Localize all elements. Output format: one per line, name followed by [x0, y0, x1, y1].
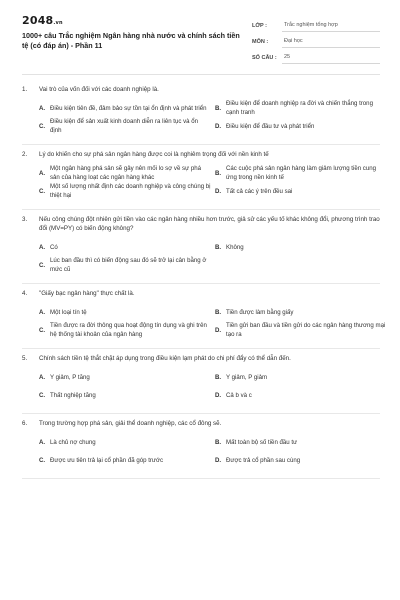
option-letter: D.: [215, 456, 222, 464]
question-item: [22, 349, 380, 414]
option-letter: C.: [39, 456, 46, 464]
answer-option[interactable]: [215, 165, 387, 183]
question-item: [22, 284, 386, 349]
meta-value: 25: [282, 54, 380, 64]
document-header: [22, 14, 380, 64]
question-prompt: "Giấy bạc ngân hàng" thực chất là.: [39, 290, 135, 297]
option-text: Lúc ban đầu thì có biến động sau đó sẽ trở lại cân bằng ở mức cũ: [50, 257, 207, 273]
option-text: Tiền được làm bằng giấy: [226, 308, 294, 316]
document-meta: [252, 16, 380, 64]
answer-option[interactable]: [39, 239, 211, 257]
answer-option[interactable]: [39, 183, 211, 201]
option-letter: D.: [215, 326, 222, 334]
question-item: [22, 210, 380, 284]
option-letter: C.: [39, 326, 46, 334]
answer-option[interactable]: [215, 304, 387, 322]
meta-row-subject: [252, 32, 380, 48]
question-number: 3.: [22, 216, 28, 223]
answer-option[interactable]: [39, 118, 211, 136]
answer-option[interactable]: [215, 369, 387, 387]
option-letter: C.: [39, 187, 46, 195]
question-text: [22, 414, 380, 428]
option-text: Được trả cổ phần sau cùng: [226, 456, 301, 464]
question-list: [22, 80, 386, 479]
answer-option[interactable]: [215, 434, 387, 452]
option-text: Tất cả các ý trên đều sai: [226, 187, 293, 195]
option-letter: A.: [39, 373, 46, 381]
option-text: Thất nghiệp tăng: [50, 391, 96, 399]
question-number: 5.: [22, 355, 28, 362]
answer-option[interactable]: [215, 387, 387, 405]
option-letter: D.: [215, 122, 222, 130]
option-letter: C.: [39, 391, 46, 399]
answer-option[interactable]: [215, 239, 387, 257]
option-text: Tiền gửi ban đầu và tiền gửi do các ngân hàng thương mại tạo ra: [226, 322, 386, 338]
option-letter: A.: [39, 243, 46, 251]
meta-label: MÔN :: [252, 39, 269, 45]
option-text: Một số lượng nhất định các doanh nghiệp và công chúng bị thiệt hại: [50, 183, 211, 199]
answer-option[interactable]: [39, 434, 211, 452]
question-text: [22, 349, 380, 363]
answer-options: [22, 239, 380, 275]
answer-option[interactable]: [215, 183, 387, 201]
option-letter: B.: [215, 438, 222, 446]
option-letter: A.: [39, 438, 46, 446]
site-logo[interactable]: 2048.vn: [22, 14, 63, 27]
meta-value: Đại học: [282, 38, 380, 48]
question-number: 6.: [22, 420, 28, 427]
option-text: Điều kiện để doanh nghiệp ra đời và chiến thắng trong cạnh tranh: [226, 100, 373, 116]
option-letter: D.: [215, 187, 222, 195]
option-text: Điều kiện để đầu tư và phát triển: [226, 122, 315, 130]
option-text: Điều kiện để sản xuất kinh doanh diễn ra liên tục và ổn định: [50, 118, 199, 134]
question-prompt: Vai trò của vốn đối với các doanh nghiệp là.: [39, 86, 159, 93]
option-letter: B.: [215, 373, 222, 381]
meta-label: LỚP :: [252, 23, 267, 29]
answer-options: [22, 369, 380, 405]
option-text: Là chủ nợ chung: [50, 438, 96, 446]
answer-option[interactable]: [215, 118, 387, 136]
meta-row-class: [252, 16, 380, 32]
option-letter: B.: [215, 169, 222, 177]
answer-option[interactable]: [39, 165, 211, 183]
option-letter: C.: [39, 261, 46, 269]
question-text: [22, 284, 380, 298]
option-text: Điều kiện tiên đề, đảm bảo sự tồn tại ổn định và phát triển: [50, 104, 207, 112]
question-prompt: Nếu công chúng đột nhiên gửi tiền vào các ngân hàng nhiều hơn trước, giả sử các yếu tố khác không đổi, phương trình trao đổi (MV=PY) có biến động không?: [39, 216, 380, 232]
meta-label: SỐ CÂU :: [252, 55, 277, 61]
answer-option[interactable]: [39, 257, 211, 275]
question-number: 1.: [22, 86, 28, 93]
question-item: [22, 414, 380, 479]
option-letter: D.: [215, 391, 222, 399]
answer-options: [22, 434, 380, 470]
option-text: Tiền được ra đời thông qua hoạt động tín dụng và ghi trên hệ thống tài khoản của ngân hàng: [50, 322, 207, 338]
question-text: [22, 210, 380, 233]
question-number: 2.: [22, 151, 28, 158]
answer-options: [22, 165, 380, 201]
answer-option[interactable]: [39, 452, 211, 470]
document-title: 1000+ câu Trắc nghiệm Ngân hàng nhà nước và chính sách tiền tệ (có đáp án) - Phần 11: [22, 31, 240, 50]
option-text: Cả b và c: [226, 391, 252, 399]
option-text: Y giảm, P tăng: [50, 373, 90, 381]
option-letter: C.: [39, 122, 46, 130]
answer-option[interactable]: [39, 322, 211, 340]
answer-options: [22, 100, 380, 136]
option-letter: A.: [39, 308, 46, 316]
answer-option[interactable]: [215, 322, 387, 340]
answer-option[interactable]: [39, 100, 211, 118]
answer-option[interactable]: [39, 369, 211, 387]
option-text: Được ưu tiên trả lại cổ phần đã góp trước: [50, 456, 164, 464]
option-letter: B.: [215, 308, 222, 316]
option-letter: A.: [39, 169, 46, 177]
answer-option[interactable]: [39, 304, 211, 322]
question-item: [22, 80, 380, 145]
question-item: [22, 145, 380, 210]
answer-option[interactable]: [215, 100, 387, 118]
question-prompt: Trong trường hợp phá sản, giải thể doanh nghiệp, các cổ đông sẽ.: [39, 420, 222, 427]
option-text: Y giảm, P giảm: [226, 373, 268, 381]
answer-option[interactable]: [39, 387, 211, 405]
question-number: 4.: [22, 290, 28, 297]
meta-row-count: [252, 48, 380, 64]
option-letter: B.: [215, 104, 222, 112]
option-text: Có: [50, 243, 58, 251]
answer-option[interactable]: [215, 452, 387, 470]
question-text: [22, 80, 380, 94]
option-text: Không: [226, 243, 244, 251]
question-prompt: Lý do khiến cho sự phá sản ngân hàng được coi là nghiêm trọng đối với nền kinh tế: [39, 151, 269, 158]
option-text: Một loại tín tệ: [50, 308, 87, 316]
option-text: Một ngân hàng phá sản sẽ gây nên mối lo sợ về sự phá sản của hàng loạt các ngân hàng khác: [50, 165, 202, 181]
option-letter: A.: [39, 104, 46, 112]
meta-value: Trắc nghiệm tổng hợp: [282, 22, 380, 32]
question-text: [22, 145, 380, 159]
question-prompt: Chính sách tiền tệ thắt chặt áp dụng trong điều kiện lạm phát do chi phí đẩy có thể dẫn đến.: [39, 355, 291, 362]
option-text: Mất toàn bộ số tiền đầu tư: [226, 438, 298, 446]
answer-options: [22, 304, 386, 340]
option-text: Các cuộc phá sản ngân hàng làm giảm lượng tiền cung ứng trong nền kinh tế: [226, 165, 377, 181]
option-letter: B.: [215, 243, 222, 251]
header-divider: [22, 74, 380, 75]
